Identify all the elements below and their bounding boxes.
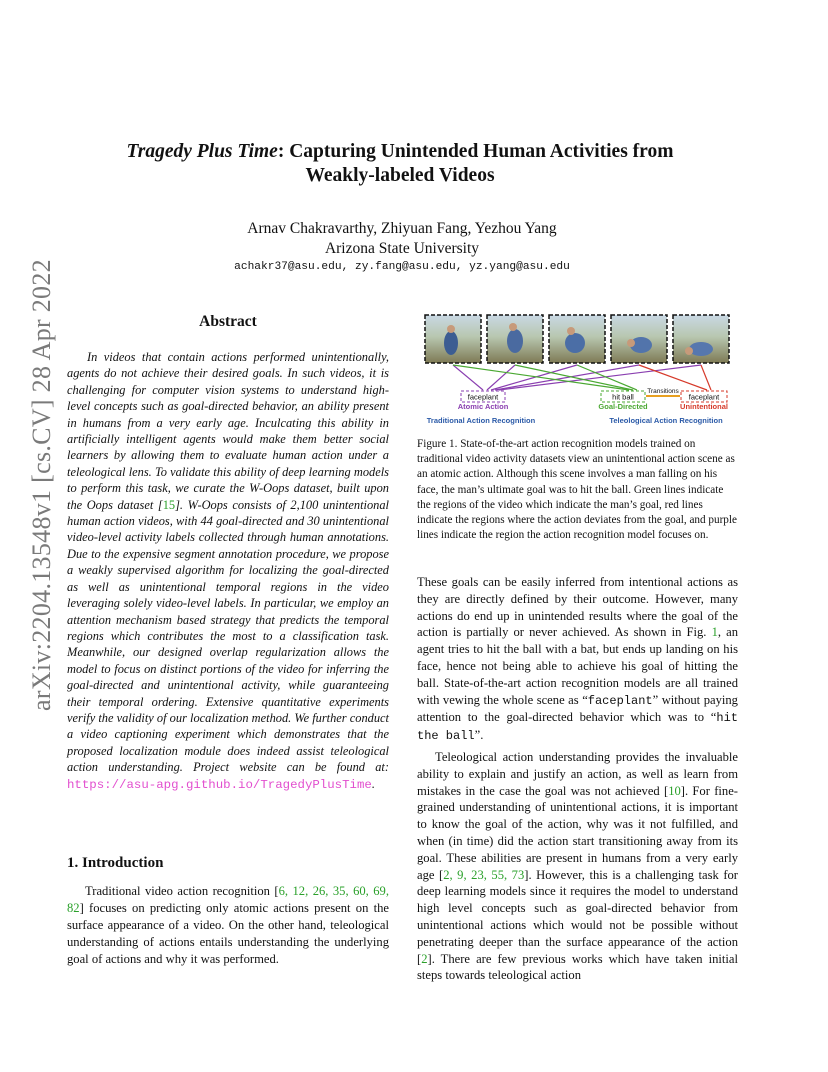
label-unintentional: Unintentional: [680, 402, 728, 411]
label-teleological: Teleological Action Recognition: [609, 416, 723, 425]
video-frame: [425, 315, 481, 363]
title-italic: Tragedy Plus Time: [126, 141, 278, 162]
atomic-label-group: [427, 391, 536, 425]
figure-1: [415, 305, 738, 433]
video-frame: [673, 315, 729, 363]
citation-link[interactable]: 2, 9, 23, 55, 73: [443, 867, 525, 882]
emails: achakr37@asu.edu, zy.fang@asu.edu, yz.yang@asu.edu: [234, 261, 570, 273]
abstract-part1: In videos that contain actions performed unintentionally, agents do not achieve their desired goals. In such videos, it is challenging for computer vision systems to understand high-level concepts such as goal-directed behavior, an ability present in humans from a very early age. Inculcating this ability in artificially intelligent agents would make them better social learners by allowing them to evaluate human action under a teleological lens. To validate this ability of deep learning models to perform this task, we curate the W-Oops dataset, built upon the Oops dataset [: [67, 350, 389, 512]
citation-link[interactable]: 6, 12, 26, 35, 60, 69, 82: [67, 884, 390, 915]
intro-part2: ] focuses on predicting only atomic actions present on the surface appearance of a video. On the other hand, teleological understanding of actions entails understanding the underlying goal of actions and why it was performed.: [67, 901, 389, 966]
abstract-end: .: [371, 776, 375, 791]
abstract-text: [67, 349, 389, 793]
code-text: hit the ball: [417, 711, 738, 744]
citation-link[interactable]: 2: [421, 951, 428, 966]
teleological-label-group: [598, 388, 728, 425]
figure-diagram: [415, 305, 738, 433]
intro-paragraph: [67, 883, 389, 968]
video-frames: [425, 315, 729, 363]
label-faceplant-left: faceplant: [467, 392, 499, 402]
video-frame: [487, 315, 543, 363]
label-atomic-action: Atomic Action: [457, 402, 509, 411]
paragraph: [417, 574, 738, 745]
arxiv-sidebar: [22, 259, 62, 711]
affiliation: Arizona State University: [324, 240, 480, 257]
paragraph: [417, 749, 738, 984]
text-run: These goals can be easily inferred from intentional actions as they are directly defined by their outcome. However, many actions do end up in unintended results where the goal of the action is partially or never achieved. As shown in Fig.: [417, 575, 738, 640]
text-run: ]. There are few previous works which have taken initial steps towards teleological action: [417, 951, 738, 983]
title-rest: : Capturing Unintended Human Activities from: [277, 141, 674, 162]
figure-link[interactable]: 1: [711, 625, 718, 640]
arxiv-id: arXiv:2204.13548v1 [cs.CV] 28 Apr 2022: [27, 259, 56, 711]
connector-lines: [453, 365, 711, 390]
text-run: ”.: [474, 728, 484, 743]
text-run: ” without paying attention to the goal-directed behavior which was to “: [417, 692, 738, 725]
label-transitions: Transitions: [647, 388, 679, 395]
title-line2: Weakly-labeled Videos: [305, 165, 495, 186]
right-column-text: [417, 574, 738, 988]
intro-heading: 1. Introduction: [67, 855, 164, 871]
text-run: ]. For fine-grained understanding of unintentional actions, it is important to know the goal of the action, why was it not fulfilled, and when (in time) did the action start transitioning away from its goal. These abilities are present in humans from a very early age [: [417, 783, 738, 882]
code-text: faceplant: [587, 693, 653, 708]
video-frame: [611, 315, 667, 363]
label-faceplant-right: faceplant: [688, 392, 720, 402]
intro-part1: Traditional video action recognition [: [85, 884, 279, 898]
label-goal-directed: Goal-Directed: [598, 402, 648, 411]
abstract-part2: ]. W-Oops consists of 2,100 unintentional human action videos, with 44 goal-directed and 30 unintentional video-level activity labels collected through human annotations. Due to the expensive segment annotation procedure, we propose a weakly supervised algorithm for localizing the goal-directed as well as unintentional temporal regions in the video leveraging solely video-level labels. In particular, we employ an attention mechanism based strategy that predicts the temporal regions which contributes the most to a classification task. Meanwhile, our designed overlap regularization allows the model to focus on distinct portions of the video for inferring the goal-directed and unintentional activity, while guaranteeing their temporal ordering. Extensive quantitative experiments verify the validity of our localization method. We further conduct a video captioning experiment which demonstrates that the proposed localization module does indeed assist teleological action understanding. Project website can be found at:: [67, 497, 389, 775]
video-frame: [549, 315, 605, 363]
abstract-heading: Abstract: [199, 313, 257, 330]
text-run: , an agent tries to hit the ball with a bat, but ends up landing on his face, hence not being able to achieve his goal of hitting the ball. State-of-the-art action recognition models are all trained with vewing the whole scene as “: [417, 625, 739, 707]
paper-title: [100, 140, 700, 188]
citation-link[interactable]: 15: [162, 497, 176, 512]
text-run: ]. However, this is a challenging task for deep learning models since it requires the model to understand high level concepts such as goal-directed behavior from unintentional actions which would not be possible without penetrating deeper than the surface appearance of the action [: [417, 867, 739, 966]
author-block: [100, 219, 704, 259]
label-traditional: Traditional Action Recognition: [426, 416, 536, 425]
label-hit-ball: hit ball: [612, 392, 634, 402]
project-url-link[interactable]: https://asu-apg.github.io/TragedyPlusTime: [67, 777, 372, 792]
figure-caption: Figure 1. State-of-the-art action recognition models trained on traditional video activity datasets view an unintentional action scene as an atomic action. Although this scene involves a man falling on his face, the man’s ultimate goal was to hit the ball. Green lines indicate the regions of the video which indicate the man’s goal, red lines indicate the regions where the action deviates from the goal, and purple lines indicate the region the action recognition model focuses on.: [417, 438, 737, 542]
text-run: Teleological action understanding provides the invaluable ability to explain and justify an action, as well as learn from mistakes in the case the goal was not achieved [: [417, 749, 738, 798]
citation-link[interactable]: 10: [668, 783, 681, 798]
authors: Arnav Chakravarthy, Zhiyuan Fang, Yezhou Yang: [247, 220, 557, 237]
